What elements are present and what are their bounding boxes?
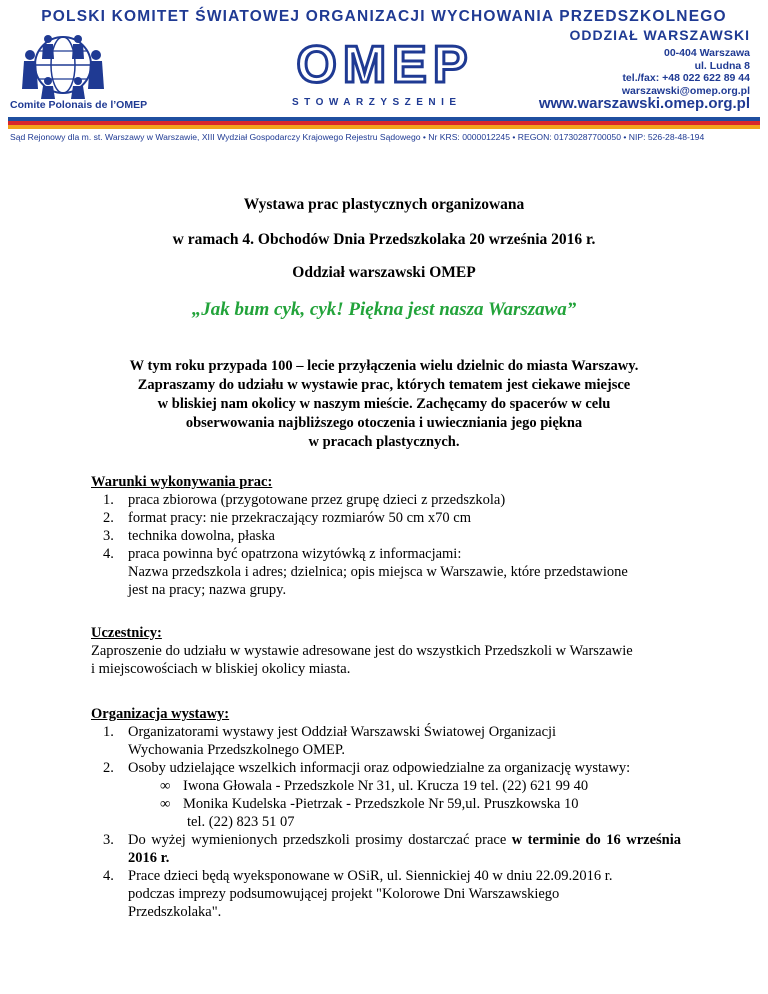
intro-line: W tym roku przypada 100 – lecie przyłączenia wielu dzielnic do miasta Warszawy. — [129, 358, 639, 374]
association-label: STOWARZYSZENIE — [292, 97, 462, 108]
svg-text:OMEP: OMEP — [296, 38, 474, 88]
intro-line: obserwowania najbliższego otoczenia i uwieczniania jego piękna — [185, 415, 583, 431]
email-line: warszawski@omep.org.pl — [621, 84, 750, 97]
organization-section — [91, 705, 681, 921]
list-item: 1. praca zbiorowa (przygotowane przez grupę dzieci z przedszkola) — [103, 492, 506, 508]
contact-person-phone: tel. (22) 823 51 07 — [187, 814, 295, 830]
omep-globe-logo — [18, 29, 108, 101]
heading-line-1: Wystawa prac plastycznych organizowana — [243, 196, 525, 213]
website-link: www.warszawski.omep.org.pl — [538, 95, 750, 112]
participants-title: Uczestnicy: — [91, 625, 162, 641]
branch-name: ODDZIAŁ WARSZAWSKI — [569, 27, 750, 43]
list-item-continuation: Przedszkolaka". — [128, 904, 222, 920]
list-item: 3. technika dowolna, płaska — [103, 528, 275, 544]
infinity-bullet-icon: ∞ — [160, 796, 171, 812]
list-item: 3. Do wyżej wymienionych przedszkoli prosimy dostarczać prace w terminie do 16 września 2016 r. — [103, 832, 681, 866]
phone-line: tel./fax: +48 022 622 89 44 — [622, 72, 750, 84]
conditions-title: Warunki wykonywania prac: — [91, 474, 273, 490]
address-line: 00-404 Warszawa — [664, 47, 750, 59]
list-item: 4. praca powinna być opatrzona wizytówką z informacjami: — [103, 546, 462, 562]
intro-line: w bliskiej nam okolicy w naszym mieście. Zachęcamy do spacerów w celu — [157, 396, 611, 412]
intro-paragraph — [60, 357, 708, 452]
stripe-orange — [8, 125, 760, 129]
participants-line: i miejscowościach w bliskiej okolicy miasta. — [91, 661, 351, 677]
street-line: ul. Ludna 8 — [694, 59, 750, 72]
list-item-detail: jest na pracy; nazwa grupy. — [128, 582, 287, 598]
list-item: 4. Prace dzieci będą wyeksponowane w OSiR, ul. Siennickiej 40 w dniu 22.09.2016 r. — [103, 868, 613, 884]
list-item-detail: Nazwa przedszkola i adres; dzielnica; opis miejsca w Warszawie, które przedstawione — [128, 564, 628, 580]
list-item-continuation: podczas imprezy podsumowującej projekt "Kolorowe Dni Warszawskiego — [128, 886, 560, 902]
omep-wordmark — [290, 38, 480, 88]
exhibition-motto: „Jak bum cyk, cyk! Piękna jest nasza Warszawa” — [191, 299, 577, 320]
list-item: 1. Organizatorami wystawy jest Oddział Warszawski Światowej Organizacji — [103, 724, 557, 740]
contact-person: ∞ Monika Kudelska -Pietrzak - Przedszkole Nr 59,ul. Pruszkowska 10 — [160, 796, 579, 812]
contact-person: ∞ Iwona Głowala - Przedszkole Nr 31, ul. Krucza 19 tel. (22) 621 99 40 — [160, 778, 589, 794]
logo-caption: Comite Polonais de l’OMEP — [10, 99, 148, 111]
heading-line-2: w ramach 4. Obchodów Dnia Przedszkolaka 20 września 2016 r. — [172, 231, 596, 248]
registry-line: Sąd Rejonowy dla m. st. Warszawy w Warszawie, XIII Wydział Gospodarczy Krajowego Rejestru Sądowego • Nr KRS: 0000012245 • REGON: 01730287700050 • NIP: 526-28-48-194 — [10, 132, 705, 142]
infinity-bullet-icon: ∞ — [160, 778, 171, 794]
conditions-section — [91, 473, 681, 599]
intro-line: w pracach plastycznych. — [308, 434, 460, 450]
list-item: 2. format pracy: nie przekraczający rozmiarów 50 cm x70 cm — [103, 510, 472, 526]
intro-line: Zapraszamy do udziału w wystawie prac, których tematem jest ciekawe miejsce — [137, 377, 631, 393]
list-item-continuation: Wychowania Przedszkolnego OMEP. — [128, 742, 345, 758]
participants-line: Zaproszenie do udziału w wystawie adresowane jest do wszystkich Przedszkoli w Warszawie — [91, 643, 633, 659]
contact-block — [622, 47, 750, 97]
organization-title: Organizacja wystawy: — [91, 706, 230, 722]
committee-title: POLSKI KOMITET ŚWIATOWEJ ORGANIZACJI WYCHOWANIA PRZEDSZKOLNEGO — [41, 8, 727, 25]
heading-line-3: Oddział warszawski OMEP — [292, 264, 476, 281]
list-item: 2. Osoby udzielające wszelkich informacji oraz odpowiedzialne za organizację wystawy: — [103, 760, 631, 776]
participants-section — [91, 624, 681, 678]
